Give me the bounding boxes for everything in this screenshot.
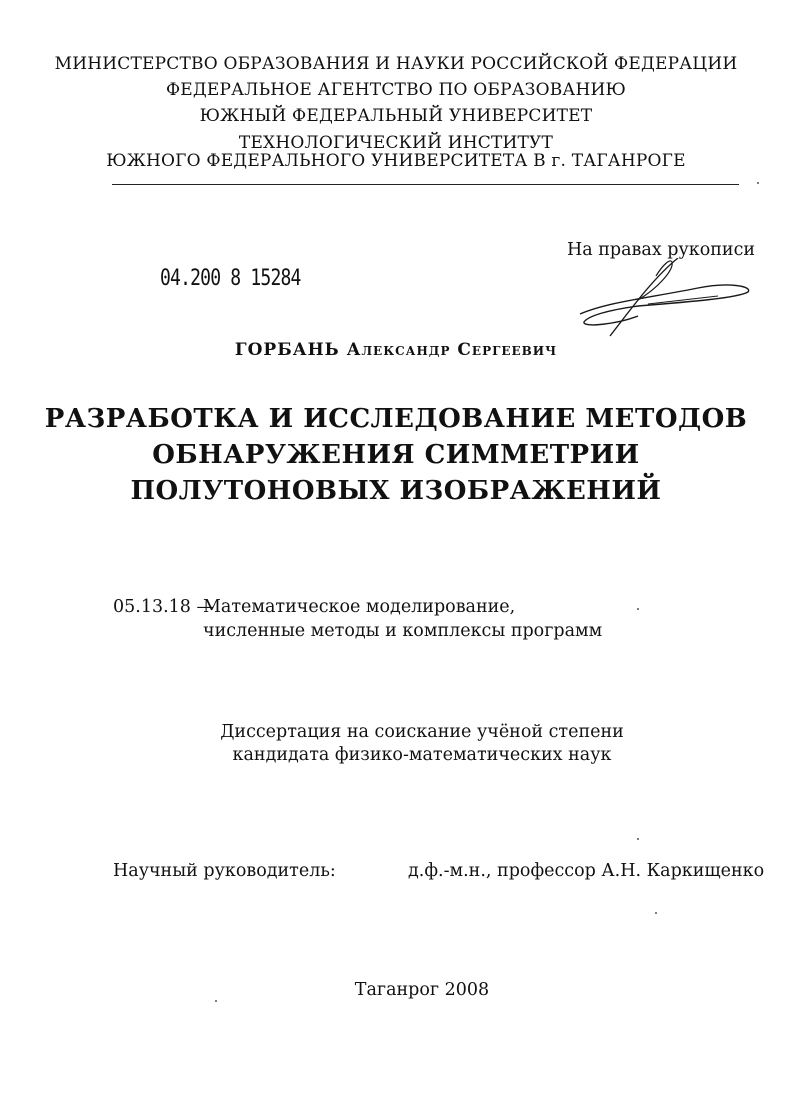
place-and-year: Таганрог 2008: [354, 980, 490, 1000]
thesis-title-line-3: ПОЛУТОНОВЫХ ИЗОБРАЖЕНИЙ: [130, 476, 662, 506]
scan-speck: [655, 912, 657, 914]
author-name: [0, 340, 792, 360]
degree-line-2: кандидата физико-математических наук: [232, 745, 612, 765]
library-stamp-number: 04.200 8 15284: [160, 266, 301, 291]
specialty-code: 05.13.18 —: [113, 597, 214, 617]
author-surname: ГОРБАНЬ: [234, 340, 340, 360]
advisor-label: Научный руководитель:: [113, 861, 336, 881]
advisor-name: д.ф.-м.н., профессор А.Н. Каркищенко: [408, 861, 765, 881]
ministry-line: МИНИСТЕРСТВО ОБРАЗОВАНИЯ И НАУКИ РОССИЙСКОЙ ФЕДЕРАЦИИ: [54, 54, 738, 74]
specialty-name-line-1: Математическое моделирование,: [203, 597, 516, 617]
scan-speck: [215, 1000, 217, 1002]
scan-speck: [637, 608, 639, 610]
signature-icon: [578, 258, 758, 338]
thesis-title-line-1: РАЗРАБОТКА И ИССЛЕДОВАНИЕ МЕТОДОВ: [44, 404, 748, 434]
manuscript-rights-label: На правах рукописи: [567, 240, 756, 260]
degree-line-1: Диссертация на соискание учёной степени: [220, 722, 624, 742]
scan-speck: [757, 182, 759, 184]
header-divider: [112, 184, 739, 185]
author-given-names: Александр Сергеевич: [346, 340, 558, 360]
institute-location-line: ЮЖНОГО ФЕДЕРАЛЬНОГО УНИВЕРСИТЕТА В г. ТАГАНРОГЕ: [106, 151, 686, 171]
scan-speck: [637, 838, 639, 840]
university-line: ЮЖНЫЙ ФЕДЕРАЛЬНЫЙ УНИВЕРСИТЕТ: [199, 106, 593, 126]
thesis-title-line-2: ОБНАРУЖЕНИЯ СИММЕТРИИ: [152, 440, 640, 470]
specialty-name-line-2: численные методы и комплексы программ: [203, 621, 603, 641]
institute-line: ТЕХНОЛОГИЧЕСКИЙ ИНСТИТУТ: [238, 133, 554, 153]
agency-line: ФЕДЕРАЛЬНОЕ АГЕНТСТВО ПО ОБРАЗОВАНИЮ: [165, 80, 627, 100]
